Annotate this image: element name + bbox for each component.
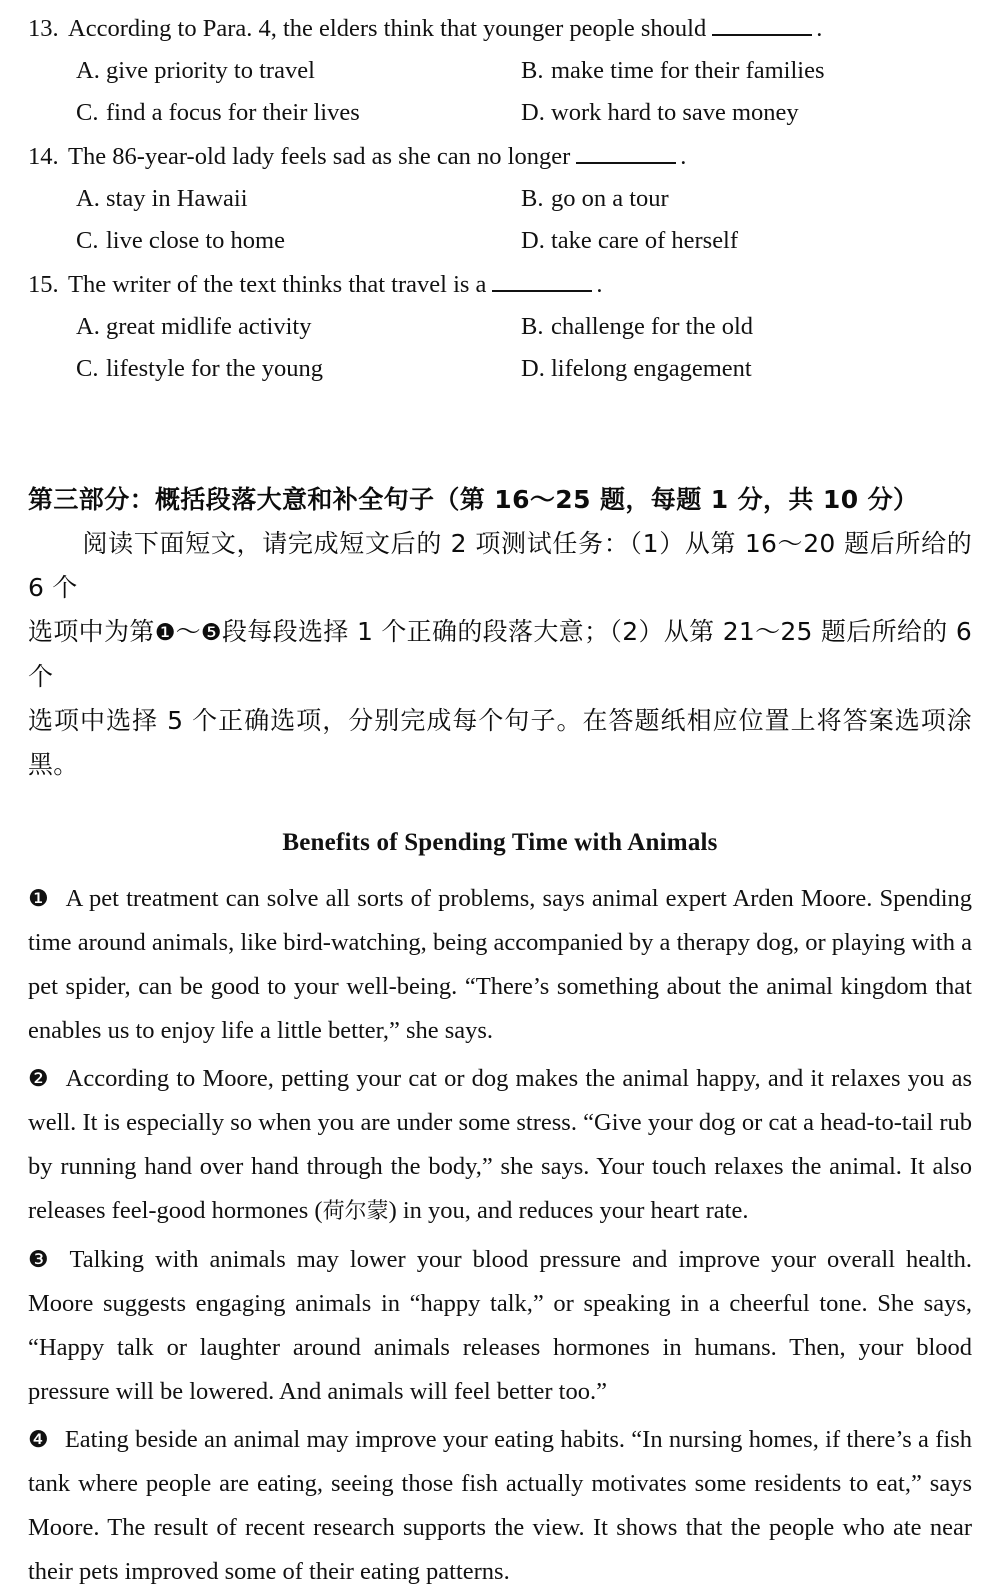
paragraph-marker-3: ❸ <box>28 1247 54 1273</box>
passage-title: Benefits of Spending Time with Animals <box>282 829 718 856</box>
option-label: take care of herself <box>551 227 739 254</box>
answer-blank <box>576 144 676 164</box>
instruction-line-1 <box>28 522 972 610</box>
option-label: challenge for the old <box>551 313 754 340</box>
passage-paragraph-1 <box>28 877 972 1053</box>
option-label: give priority to travel <box>106 57 315 84</box>
option-letter: A. <box>76 313 100 340</box>
part-three-heading: 第三部分：概括段落大意和补全句子（第 16～25 题，每题 1 分，共 10 分） <box>28 485 919 514</box>
option-d[interactable] <box>521 348 966 390</box>
circled-one-marker: ❶ <box>154 620 176 646</box>
option-label: go on a tour <box>551 185 669 212</box>
question-14 <box>28 136 972 262</box>
option-label: live close to home <box>106 227 285 254</box>
instruction-line-3: 选项中选择 5 个正确选项，分别完成每个句子。在答题纸相应位置上将答案选项涂黑。 <box>28 706 972 779</box>
instruction-line-2 <box>28 610 972 699</box>
option-letter: B. <box>521 185 544 212</box>
option-a[interactable] <box>76 306 521 348</box>
option-b[interactable] <box>521 178 966 220</box>
question-tail-punctuation: . <box>596 271 603 298</box>
paragraph-text-2-after-gloss: ) in you, and reduces your heart rate. <box>388 1197 749 1224</box>
option-label: make time for their families <box>551 57 825 84</box>
option-c[interactable] <box>76 220 521 262</box>
question-stem <box>28 136 972 178</box>
question-number: 14. <box>28 143 59 170</box>
question-tail-punctuation: . <box>680 143 687 170</box>
question-number: 15. <box>28 271 59 298</box>
option-d[interactable] <box>521 92 966 134</box>
option-label: lifestyle for the young <box>106 355 324 382</box>
paragraph-marker-1: ❶ <box>28 886 50 912</box>
option-label: lifelong engagement <box>551 355 752 382</box>
option-c[interactable] <box>76 92 521 134</box>
question-text: The writer of the text thinks that travel is a <box>68 271 487 298</box>
paragraph-text-3: Talking with animals may lower your blood pressure and improve your overall health. Moore suggests engaging animals in “happy talk,” or speaking in a cheerful tone. She says, “Happy talk or laughter around animals releases hormones in humans. Then, your blood pressure will be lowered. And animals will feel better too.” <box>28 1246 972 1405</box>
paragraph-text-1: A pet treatment can solve all sorts of problems, says animal expert Arden Moore. Spending time around animals, like bird-watching, being accompanied by a therapy dog, or playing with a pet spider, can be good to your well-being. “There’s something about the animal kingdom that enables us to enjoy life a little better,” she says. <box>28 885 973 1044</box>
option-letter: A. <box>76 57 100 84</box>
chinese-gloss-hormones: 荷尔蒙 <box>322 1199 389 1224</box>
passage-paragraph-4 <box>28 1418 972 1594</box>
multiple-choice-questions <box>0 0 1000 390</box>
question-15 <box>28 264 972 390</box>
passage-paragraph-2 <box>28 1057 972 1234</box>
question-options <box>28 306 972 390</box>
paragraph-text-2-before-gloss: According to Moore, petting your cat or dog makes the animal happy, and it relaxes you as well. It is especially so when you are under some stress. “Give your dog or cat a head-to-tail rub by running hand over hand through the body,” she says. Your touch relaxes the animal. It also releases feel-good hormones ( <box>28 1065 972 1224</box>
answer-blank <box>492 272 592 292</box>
option-letter: B. <box>521 57 544 84</box>
passage-body <box>0 877 1000 1594</box>
option-letter: D. <box>521 99 545 126</box>
option-letter: D. <box>521 227 545 254</box>
option-letter: A. <box>76 185 100 212</box>
option-c[interactable] <box>76 348 521 390</box>
option-label: great midlife activity <box>106 313 312 340</box>
instruction-text-2c: 段每段选择 1 个正确的段落大意；（2）从第 21～25 题后所给的 6 个 <box>28 617 972 691</box>
circled-five-marker: ❺ <box>201 620 222 646</box>
paragraph-text-4: Eating beside an animal may improve your eating habits. “In nursing homes, if there’s a fish tank where people are eating, seeing those fish actually motivates some residents to eat,” says Moore. The result of recent research supports the view. It shows that the people who ate near their pets improved some of their eating patterns. <box>28 1426 972 1585</box>
option-label: find a focus for their lives <box>106 99 360 126</box>
question-tail-punctuation: . <box>816 15 823 42</box>
instruction-text-2b: ～ <box>175 617 201 646</box>
option-letter: B. <box>521 313 544 340</box>
question-text: According to Para. 4, the elders think that younger people should <box>68 15 707 42</box>
option-letter: C. <box>76 227 99 254</box>
option-b[interactable] <box>521 306 966 348</box>
instruction-text-2a: 选项中为第 <box>28 617 155 646</box>
paragraph-marker-2: ❷ <box>28 1066 50 1092</box>
question-text: The 86-year-old lady feels sad as she can no longer <box>68 143 571 170</box>
question-options <box>28 50 972 134</box>
option-d[interactable] <box>521 220 966 262</box>
question-number: 13. <box>28 15 59 42</box>
option-label: stay in Hawaii <box>106 185 248 212</box>
option-label: work hard to save money <box>551 99 799 126</box>
section-spacer <box>0 392 1000 478</box>
option-b[interactable] <box>521 50 966 92</box>
question-stem <box>28 8 972 50</box>
option-a[interactable] <box>76 50 521 92</box>
part-three-instructions <box>0 478 1000 787</box>
paragraph-marker-4: ❹ <box>28 1427 49 1453</box>
question-options <box>28 178 972 262</box>
instruction-text-1: 阅读下面短文，请完成短文后的 2 项测试任务：（1）从第 16～20 题后所给的 6 个 <box>28 529 972 602</box>
option-a[interactable] <box>76 178 521 220</box>
question-stem <box>28 264 972 306</box>
question-13 <box>28 8 972 134</box>
option-letter: D. <box>521 355 545 382</box>
option-letter: C. <box>76 99 99 126</box>
answer-blank <box>712 16 812 36</box>
passage-paragraph-3 <box>28 1238 972 1414</box>
option-letter: C. <box>76 355 99 382</box>
